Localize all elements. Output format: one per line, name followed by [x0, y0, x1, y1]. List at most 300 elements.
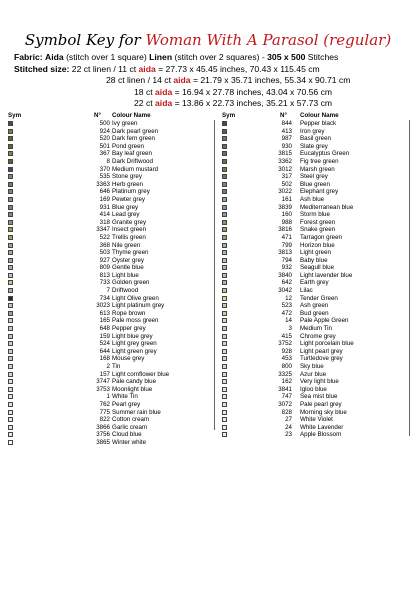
fabric-linen-note: (stitch over 2 squares) - — [174, 52, 265, 62]
colour-name: Light cornflower blue — [112, 370, 170, 378]
swatch-icon — [222, 402, 227, 407]
key-row — [8, 249, 204, 257]
key-row — [8, 181, 204, 189]
colour-name: Snake green — [300, 226, 336, 234]
swatch-icon — [222, 258, 227, 263]
swatch-icon — [8, 235, 13, 240]
swatch-icon — [8, 318, 13, 323]
key-row — [8, 424, 204, 432]
colour-name: Ivy green — [112, 120, 138, 127]
header-colour-name: Colour Name — [112, 112, 151, 119]
key-row — [8, 302, 204, 310]
colour-name: Nile green — [112, 241, 141, 249]
colour-name: Gentle blue — [112, 264, 144, 272]
colour-name: Light green grey — [112, 347, 157, 355]
colour-name: Marsh green — [300, 165, 335, 173]
size-3-count: 18 ct — [134, 86, 153, 97]
thread-number: 157 — [99, 370, 110, 378]
thread-number: 800 — [281, 363, 292, 370]
swatch-icon — [222, 182, 227, 187]
key-row — [222, 166, 408, 174]
thread-number: 642 — [281, 279, 292, 287]
colour-name: Pale Apple Green — [300, 317, 349, 325]
key-row — [222, 181, 408, 189]
key-row — [222, 348, 408, 356]
key-row — [222, 310, 408, 318]
key-row — [8, 355, 204, 363]
colour-name: Medium mustard — [112, 165, 159, 173]
swatch-icon — [8, 174, 13, 179]
thread-number: 3747 — [96, 378, 110, 386]
swatch-icon — [8, 425, 13, 430]
thread-number: 503 — [99, 249, 110, 257]
fabric-aida-note: (stitch over 1 square) — [66, 52, 147, 62]
colour-name: Very light blue — [300, 378, 339, 386]
colour-name: Seagull blue — [300, 264, 335, 272]
swatch-icon — [222, 250, 227, 255]
colour-name: Turtledove grey — [300, 355, 343, 363]
colour-name: Sky blue — [300, 363, 324, 370]
thread-number: 988 — [281, 218, 292, 226]
swatch-icon — [222, 356, 227, 361]
key-row — [8, 325, 204, 333]
thread-number: 3362 — [278, 157, 292, 165]
size-3-dims: = 16.94 x 27.78 inches, 43.04 x 70.56 cm — [174, 86, 333, 97]
thread-number: 3839 — [278, 203, 292, 211]
thread-number: 613 — [99, 309, 110, 317]
swatch-icon — [8, 334, 13, 339]
key-row — [8, 257, 204, 265]
thread-number: 828 — [281, 408, 292, 416]
thread-number: 3072 — [278, 400, 292, 408]
colour-name: Dark fern green — [112, 135, 155, 143]
swatch-icon — [222, 334, 227, 339]
swatch-icon — [8, 387, 13, 392]
key-row — [222, 150, 408, 158]
colour-name: Basil green — [300, 135, 331, 143]
swatch-icon — [8, 265, 13, 270]
colour-name: Storm blue — [300, 211, 330, 219]
colour-name: Blue green — [300, 180, 330, 188]
thread-number: 844 — [281, 120, 292, 127]
swatch-icon — [8, 258, 13, 263]
key-row — [8, 166, 204, 174]
key-row — [222, 128, 408, 136]
thread-number: 413 — [281, 127, 292, 135]
thread-number: 799 — [281, 241, 292, 249]
column-divider — [214, 120, 215, 430]
thread-number: 471 — [281, 233, 292, 241]
colour-name: Horizon blue — [300, 241, 335, 249]
thread-number: 3840 — [278, 271, 292, 279]
colour-name: Chrome grey — [300, 332, 336, 340]
fabric-info — [14, 52, 350, 110]
thread-number: 794 — [281, 256, 292, 264]
colour-name: Driftwood — [112, 287, 139, 295]
thread-number: 3816 — [278, 226, 292, 234]
colour-name: Garlic cream — [112, 423, 148, 431]
fabric-label: Fabric: — [14, 52, 43, 62]
thread-number: 987 — [281, 135, 292, 143]
size-1-count: 22 ct linen / 11 ct — [71, 63, 137, 74]
thread-number: 646 — [99, 188, 110, 196]
fabric-line — [14, 52, 350, 64]
swatch-icon — [222, 235, 227, 240]
swatch-icon — [8, 144, 13, 149]
colour-name: Pale candy blue — [112, 378, 157, 386]
thread-number: 12 — [285, 294, 292, 302]
thread-number: 734 — [99, 294, 110, 302]
thread-number: 159 — [99, 332, 110, 340]
swatch-icon — [222, 387, 227, 392]
swatch-icon — [8, 197, 13, 202]
key-row — [222, 431, 408, 439]
thread-number: 3022 — [278, 188, 292, 196]
key-row — [222, 355, 408, 363]
thread-number: 747 — [281, 393, 292, 401]
header-num: N° — [280, 112, 287, 119]
colour-name: Light blue — [112, 271, 139, 279]
swatch-icon — [222, 227, 227, 232]
thread-number: 169 — [99, 195, 110, 203]
colour-name: Medium Tin — [300, 325, 332, 333]
header-colour-name: Colour Name — [300, 112, 339, 119]
swatch-icon — [222, 326, 227, 331]
colour-name: Mediterranean blue — [300, 203, 354, 211]
thread-number: 23 — [285, 431, 292, 439]
swatch-icon — [222, 121, 227, 126]
symbol-key-right-column — [222, 112, 408, 439]
swatch-icon — [8, 243, 13, 248]
colour-name: Apple Blossom — [300, 431, 342, 439]
swatch-icon — [8, 379, 13, 384]
key-row — [222, 234, 408, 242]
thread-number: 535 — [99, 173, 110, 181]
swatch-icon — [222, 296, 227, 301]
key-row — [8, 226, 204, 234]
key-row — [222, 416, 408, 424]
key-row — [8, 234, 204, 242]
swatch-icon — [222, 220, 227, 225]
size-1-aida: aida — [138, 63, 156, 74]
swatch-icon — [222, 318, 227, 323]
swatch-icon — [8, 288, 13, 293]
key-row — [222, 424, 408, 432]
swatch-icon — [222, 197, 227, 202]
thread-number: 733 — [99, 279, 110, 287]
colour-name: Elephant grey — [300, 188, 339, 196]
colour-name: Pewter grey — [112, 195, 146, 203]
colour-name: Lead grey — [112, 211, 140, 219]
thread-number: 3815 — [278, 150, 292, 158]
colour-name: Sea mist blue — [300, 393, 338, 401]
colour-name: White Violet — [300, 416, 333, 424]
swatch-icon — [8, 212, 13, 217]
colour-name: White Lavender — [300, 423, 344, 431]
colour-name: Trellis green — [112, 233, 146, 241]
key-row — [8, 317, 204, 325]
swatch-icon — [222, 212, 227, 217]
key-row — [222, 249, 408, 257]
key-row — [222, 295, 408, 303]
thread-number: 370 — [99, 165, 110, 173]
key-row — [8, 211, 204, 219]
swatch-icon — [222, 174, 227, 179]
colour-name: Light pearl grey — [300, 347, 343, 355]
swatch-icon — [8, 410, 13, 415]
thread-number: 3023 — [96, 302, 110, 310]
swatch-icon — [8, 364, 13, 369]
swatch-icon — [222, 265, 227, 270]
title-prefix: Symbol Key for — [24, 31, 141, 49]
key-row — [8, 416, 204, 424]
swatch-icon — [222, 280, 227, 285]
thread-number: 3841 — [278, 385, 292, 393]
swatch-icon — [222, 159, 227, 164]
swatch-icon — [8, 189, 13, 194]
key-row — [8, 295, 204, 303]
key-row — [222, 211, 408, 219]
swatch-icon — [8, 136, 13, 141]
swatch-icon — [8, 372, 13, 377]
thread-number: 3756 — [96, 431, 110, 439]
thread-number: 813 — [99, 271, 110, 279]
thread-number: 3363 — [96, 180, 110, 188]
colour-name: Insect green — [112, 226, 147, 234]
size-3-aida: aida — [155, 86, 173, 97]
colour-name: Golden green — [112, 279, 150, 287]
key-row — [8, 204, 204, 212]
swatch-icon — [8, 220, 13, 225]
key-row — [8, 128, 204, 136]
stitch-word: Stitches — [307, 52, 339, 62]
swatch-icon — [8, 303, 13, 308]
key-row — [222, 317, 408, 325]
thread-number: 822 — [99, 416, 110, 424]
colour-name: Baby blue — [300, 256, 328, 264]
thread-number: 3865 — [96, 438, 110, 446]
colour-name: Platinum grey — [112, 188, 150, 196]
size-label: Stitched size: — [14, 63, 70, 74]
colour-name: Bud green — [300, 309, 329, 317]
thread-number: 931 — [99, 203, 110, 211]
page-title — [0, 31, 416, 49]
colour-name: Mouse grey — [112, 355, 145, 363]
colour-name: Light Olive green — [112, 294, 159, 302]
right-header — [222, 112, 408, 120]
key-row — [222, 120, 408, 128]
right-border — [409, 120, 410, 436]
thread-number: 27 — [285, 416, 292, 424]
swatch-icon — [222, 243, 227, 248]
key-row — [8, 363, 204, 371]
swatch-icon — [8, 129, 13, 134]
key-row — [222, 158, 408, 166]
thread-number: 472 — [281, 309, 292, 317]
colour-name: Cloud blue — [112, 431, 142, 439]
thread-number: 8 — [106, 157, 110, 165]
swatch-icon — [8, 349, 13, 354]
colour-name: Thyme green — [112, 249, 149, 257]
thread-number: 317 — [281, 173, 292, 181]
thread-number: 161 — [281, 195, 292, 203]
thread-number: 168 — [99, 355, 110, 363]
colour-name: Light lavender blue — [300, 271, 353, 279]
colour-name: Igloo blue — [300, 385, 327, 393]
thread-number: 1 — [106, 393, 110, 401]
key-row — [8, 401, 204, 409]
key-row — [8, 264, 204, 272]
colour-name: Granite grey — [112, 218, 147, 226]
thread-number: 502 — [281, 180, 292, 188]
key-row — [8, 348, 204, 356]
thread-number: 775 — [99, 408, 110, 416]
key-row — [222, 325, 408, 333]
size-4-aida: aida — [155, 98, 173, 109]
thread-number: 3347 — [96, 226, 110, 234]
swatch-icon — [222, 364, 227, 369]
stitch-count: 305 x 500 — [267, 52, 306, 62]
swatch-icon — [8, 341, 13, 346]
key-row — [222, 264, 408, 272]
colour-name: Cotton cream — [112, 416, 150, 424]
colour-name: Morning sky blue — [300, 408, 347, 416]
colour-name: Rope brown — [112, 309, 146, 317]
swatch-icon — [8, 167, 13, 172]
colour-name: Oyster grey — [112, 256, 144, 264]
thread-number: 520 — [99, 135, 110, 143]
swatch-icon — [8, 227, 13, 232]
key-row — [8, 310, 204, 318]
key-row — [222, 173, 408, 181]
size-line-1 — [14, 64, 350, 76]
colour-name: Iron grey — [300, 127, 325, 135]
colour-name: Pepper black — [300, 120, 337, 127]
key-row — [222, 287, 408, 295]
key-row — [222, 143, 408, 151]
colour-name: Light grey green — [112, 340, 157, 348]
key-row — [8, 188, 204, 196]
key-row — [222, 340, 408, 348]
right-rows — [222, 120, 408, 439]
colour-name: Pale pearl grey — [300, 400, 342, 408]
colour-name: Pale moss green — [112, 317, 159, 325]
thread-number: 162 — [281, 378, 292, 386]
key-row — [8, 378, 204, 386]
thread-number: 500 — [99, 120, 110, 127]
thread-number: 927 — [99, 256, 110, 264]
colour-name: Winter white — [112, 438, 147, 446]
thread-number: 7 — [106, 287, 110, 295]
key-row — [222, 363, 408, 371]
key-row — [222, 401, 408, 409]
swatch-icon — [222, 349, 227, 354]
size-1-dims: = 27.73 x 45.45 inches, 70.43 x 115.45 cm — [158, 63, 320, 74]
colour-name: Fig tree green — [300, 157, 339, 165]
swatch-icon — [8, 440, 13, 445]
thread-number: 414 — [99, 211, 110, 219]
thread-number: 453 — [281, 355, 292, 363]
key-row — [8, 287, 204, 295]
title-pattern-name: Woman With A Parasol (regular) — [145, 31, 392, 49]
swatch-icon — [222, 167, 227, 172]
key-row — [222, 279, 408, 287]
fabric-linen: Linen — [149, 52, 173, 62]
fabric-aida: Aida — [45, 52, 64, 62]
key-row — [8, 386, 204, 394]
colour-name: Moonlight blue — [112, 385, 153, 393]
swatch-icon — [8, 273, 13, 278]
swatch-icon — [222, 151, 227, 156]
swatch-icon — [8, 205, 13, 210]
thread-number: 24 — [285, 423, 292, 431]
thread-number: 160 — [281, 211, 292, 219]
swatch-icon — [222, 417, 227, 422]
key-row — [8, 333, 204, 341]
header-sym: Sym — [222, 112, 236, 119]
colour-name: Tender Green — [300, 294, 338, 302]
key-row — [8, 272, 204, 280]
thread-number: 2 — [106, 363, 110, 370]
colour-name: Pepper grey — [112, 325, 146, 333]
colour-name: Pearl grey — [112, 400, 141, 408]
key-row — [222, 371, 408, 379]
thread-number: 3325 — [278, 370, 292, 378]
key-row — [8, 219, 204, 227]
size-4-dims: = 13.86 x 22.73 inches, 35.21 x 57.73 cm — [174, 98, 333, 109]
colour-name: Dark pearl green — [112, 127, 159, 135]
key-row — [222, 409, 408, 417]
size-line-2 — [14, 75, 350, 87]
thread-number: 367 — [99, 150, 110, 158]
colour-name: Eucalyptus Green — [300, 150, 350, 158]
key-row — [222, 302, 408, 310]
swatch-icon — [222, 303, 227, 308]
colour-name: Lilac — [300, 287, 313, 295]
swatch-icon — [8, 311, 13, 316]
key-row — [8, 431, 204, 439]
key-row — [222, 333, 408, 341]
swatch-icon — [8, 402, 13, 407]
swatch-icon — [222, 394, 227, 399]
colour-name: Light platinum grey — [112, 302, 165, 310]
swatch-icon — [222, 189, 227, 194]
key-row — [8, 158, 204, 166]
swatch-icon — [222, 432, 227, 437]
key-row — [222, 188, 408, 196]
thread-number: 3753 — [96, 385, 110, 393]
swatch-icon — [8, 182, 13, 187]
swatch-icon — [222, 205, 227, 210]
colour-name: Blue grey — [112, 203, 139, 211]
swatch-icon — [8, 417, 13, 422]
thread-number: 932 — [281, 264, 292, 272]
swatch-icon — [8, 356, 13, 361]
swatch-icon — [222, 341, 227, 346]
colour-name: Azur blue — [300, 370, 327, 378]
key-row — [8, 242, 204, 250]
size-2-dims: = 21.79 x 35.71 inches, 55.34 x 90.71 cm — [192, 75, 351, 86]
swatch-icon — [222, 273, 227, 278]
thread-number: 501 — [99, 142, 110, 150]
header-num: N° — [94, 112, 101, 119]
thread-number: 3 — [288, 325, 292, 333]
key-row — [8, 196, 204, 204]
key-row — [8, 439, 204, 447]
colour-name: Ash green — [300, 302, 329, 310]
swatch-icon — [222, 129, 227, 134]
thread-number: 3813 — [278, 249, 292, 257]
